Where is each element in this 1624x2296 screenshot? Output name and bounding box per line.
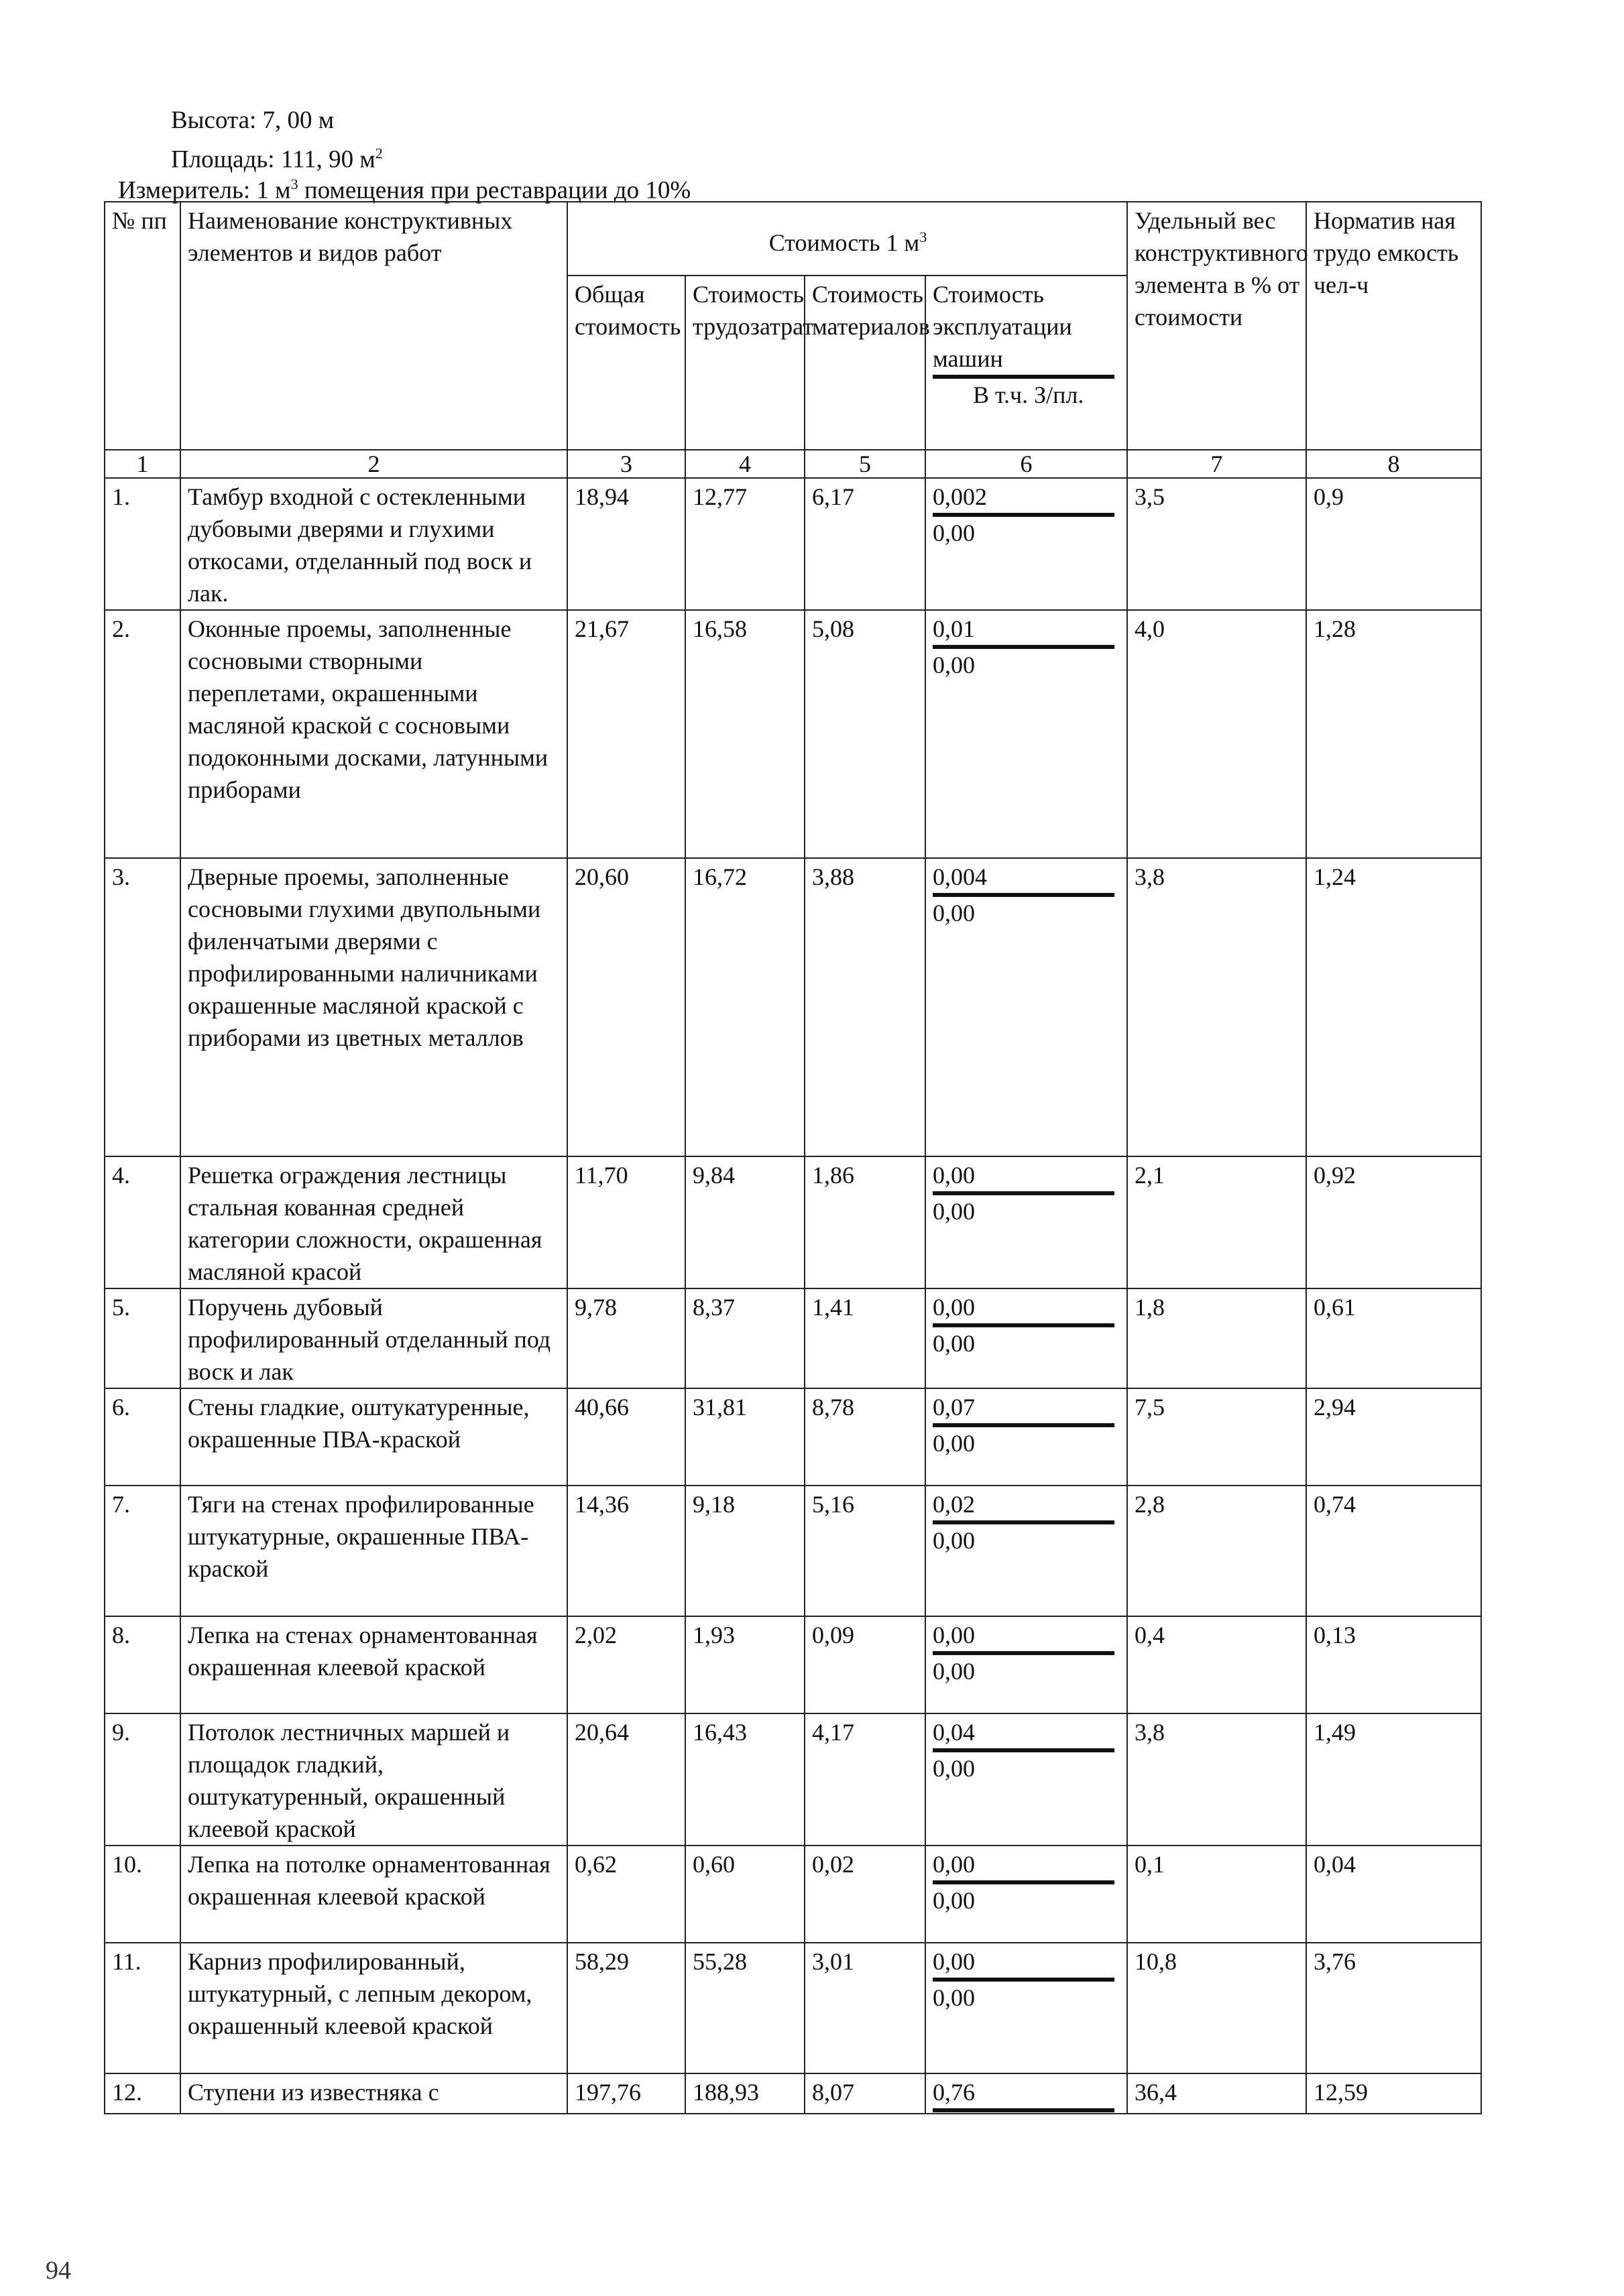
cell-labor: 9,84 xyxy=(685,1156,805,1288)
wage-value: 0,00 xyxy=(933,1527,975,1554)
table-row xyxy=(105,1156,1481,1288)
cell-total: 21,67 xyxy=(567,610,685,858)
col-header-weight: Удельный вес конструктивного элемента в % от стоимости xyxy=(1127,202,1306,450)
machines-value: 0,01 xyxy=(933,613,1114,649)
cell-norm: 0,13 xyxy=(1306,1616,1481,1713)
wage-value: 0,00 xyxy=(933,652,975,678)
machines-value: 0,00 xyxy=(933,1945,1114,1982)
cell-weight: 3,8 xyxy=(1127,858,1306,1156)
meter-text-a: Измеритель: 1 м xyxy=(118,176,291,204)
col-header-name: Наименование конструктивных элементов и видов работ xyxy=(180,202,567,450)
cell-total: 0,62 xyxy=(567,1846,685,1943)
cell-materials: 8,78 xyxy=(805,1388,925,1486)
cell-materials: 3,88 xyxy=(805,858,925,1156)
cell-weight: 36,4 xyxy=(1127,2073,1306,2114)
cell-norm: 1,28 xyxy=(1306,610,1481,858)
cell-weight: 0,4 xyxy=(1127,1616,1306,1713)
cell-weight: 2,1 xyxy=(1127,1156,1306,1288)
cell-materials: 5,08 xyxy=(805,610,925,858)
table-row xyxy=(105,1846,1481,1943)
page-number: 94 xyxy=(46,2256,71,2285)
col-header-total: Общая стоимость xyxy=(567,276,685,450)
cell-norm: 0,74 xyxy=(1306,1486,1481,1616)
cell-labor: 12,77 xyxy=(685,478,805,610)
cell-name: Тяги на стенах профилированные штукатурные, окрашенные ПВА-краской xyxy=(180,1486,567,1616)
cell-no: 11. xyxy=(105,1943,180,2073)
machines-label: Стоимость эксплуатации машин xyxy=(933,278,1114,379)
cost-table xyxy=(104,201,1482,2114)
machines-value: 0,00 xyxy=(933,1159,1114,1195)
cell-no: 6. xyxy=(105,1388,180,1486)
column-number: 1 xyxy=(105,450,180,478)
cell-norm: 0,61 xyxy=(1306,1288,1481,1388)
cell-materials: 8,07 xyxy=(805,2073,925,2114)
height-line: Высота: 7, 00 м xyxy=(171,107,335,134)
table-row xyxy=(105,610,1481,858)
meter-superscript: 3 xyxy=(290,176,298,192)
cell-no: 3. xyxy=(105,858,180,1156)
wage-value: 0,00 xyxy=(933,520,975,546)
column-number-row xyxy=(105,450,1481,478)
cell-no: 12. xyxy=(105,2073,180,2114)
cell-machines xyxy=(925,1713,1127,1846)
cell-machines xyxy=(925,610,1127,858)
wage-value: 0,00 xyxy=(933,1430,975,1457)
cell-machines xyxy=(925,478,1127,610)
cell-machines xyxy=(925,1486,1127,1616)
machines-value: 0,004 xyxy=(933,861,1114,897)
cell-labor: 16,72 xyxy=(685,858,805,1156)
cell-name: Оконные проемы, заполненные сосновыми створными переплетами, окрашенными масляной краской с сосновыми подоконными досками, латунными приборами xyxy=(180,610,567,858)
cell-name: Лепка на потолке орнаментованная окрашенная клеевой краской xyxy=(180,1846,567,1943)
cell-name: Потолок лестничных маршей и площадок гладкий, оштукатуренный, окрашенный клеевой краской xyxy=(180,1713,567,1846)
cell-weight: 4,0 xyxy=(1127,610,1306,858)
cell-machines xyxy=(925,1616,1127,1713)
cell-no: 1. xyxy=(105,478,180,610)
area-text: Площадь: 111, 90 м xyxy=(171,145,375,174)
column-number: 4 xyxy=(685,450,805,478)
cell-name: Карниз профилированный, штукатурный, с лепным декором, окрашенный клеевой краской xyxy=(180,1943,567,2073)
cell-labor: 8,37 xyxy=(685,1288,805,1388)
cell-weight: 3,8 xyxy=(1127,1713,1306,1846)
wage-value: 0,00 xyxy=(933,1755,975,1782)
cell-weight: 7,5 xyxy=(1127,1388,1306,1486)
cell-materials: 6,17 xyxy=(805,478,925,610)
wage-value: 0,00 xyxy=(933,1887,975,1914)
table-body xyxy=(105,478,1481,2114)
wage-value: 0,00 xyxy=(933,1658,975,1685)
cell-labor: 9,18 xyxy=(685,1486,805,1616)
cell-total: 18,94 xyxy=(567,478,685,610)
machines-value: 0,04 xyxy=(933,1716,1114,1752)
cell-name: Решетка ограждения лестницы стальная кованная средней категории сложности, окрашенная масляной красой xyxy=(180,1156,567,1288)
cell-no: 5. xyxy=(105,1288,180,1388)
cell-total: 2,02 xyxy=(567,1616,685,1713)
cell-labor: 188,93 xyxy=(685,2073,805,2114)
cell-norm: 1,49 xyxy=(1306,1713,1481,1846)
col-header-no: № пп xyxy=(105,202,180,450)
col-header-cost-group xyxy=(567,202,1127,276)
machines-sub-label: В т.ч. З/пл. xyxy=(973,381,1084,408)
table-row xyxy=(105,1388,1481,1486)
cell-name: Стены гладкие, оштукатуренные, окрашенные ПВА-краской xyxy=(180,1388,567,1486)
cell-total: 197,76 xyxy=(567,2073,685,2114)
cell-no: 4. xyxy=(105,1156,180,1288)
cell-materials: 4,17 xyxy=(805,1713,925,1846)
machines-value: 0,07 xyxy=(933,1391,1114,1427)
machines-value: 0,00 xyxy=(933,1619,1114,1655)
wage-value: 0,00 xyxy=(933,1984,975,2011)
table-row xyxy=(105,2073,1481,2114)
table-row xyxy=(105,858,1481,1156)
machines-value: 0,00 xyxy=(933,1291,1114,1327)
cell-name: Поручень дубовый профилированный отделанный под воск и лак xyxy=(180,1288,567,1388)
cell-total: 20,64 xyxy=(567,1713,685,1846)
col-header-materials: Стоимость материалов xyxy=(805,276,925,450)
cell-labor: 0,60 xyxy=(685,1846,805,1943)
cell-machines xyxy=(925,1943,1127,2073)
table-row xyxy=(105,1288,1481,1388)
cell-total: 58,29 xyxy=(567,1943,685,2073)
cell-name: Ступени из известняка с xyxy=(180,2073,567,2114)
wage-value: 0,00 xyxy=(933,900,975,926)
table-row xyxy=(105,1943,1481,2073)
column-number: 8 xyxy=(1306,450,1481,478)
cell-total: 40,66 xyxy=(567,1388,685,1486)
machines-value: 0,76 xyxy=(933,2076,1114,2112)
cell-name: Тамбур входной с остекленными дубовыми дверями и глухими откосами, отделанный под воск и лак. xyxy=(180,478,567,610)
cell-total: 9,78 xyxy=(567,1288,685,1388)
cell-labor: 31,81 xyxy=(685,1388,805,1486)
meter-line xyxy=(118,170,691,205)
cell-labor: 16,43 xyxy=(685,1713,805,1846)
cell-materials: 1,41 xyxy=(805,1288,925,1388)
cell-norm: 3,76 xyxy=(1306,1943,1481,2073)
cell-norm: 2,94 xyxy=(1306,1388,1481,1486)
cell-machines xyxy=(925,1288,1127,1388)
cell-total: 14,36 xyxy=(567,1486,685,1616)
cell-no: 7. xyxy=(105,1486,180,1616)
cell-machines xyxy=(925,2073,1127,2114)
cell-machines xyxy=(925,1156,1127,1288)
cell-machines xyxy=(925,1846,1127,1943)
cell-materials: 0,09 xyxy=(805,1616,925,1713)
cell-total: 11,70 xyxy=(567,1156,685,1288)
cell-materials: 3,01 xyxy=(805,1943,925,2073)
table-row xyxy=(105,478,1481,610)
wage-value: 0,00 xyxy=(933,1330,975,1357)
column-number: 5 xyxy=(805,450,925,478)
col-header-machines xyxy=(925,276,1127,450)
cell-labor: 55,28 xyxy=(685,1943,805,2073)
cell-norm: 12,59 xyxy=(1306,2073,1481,2114)
cell-machines xyxy=(925,858,1127,1156)
cell-name: Дверные проемы, заполненные сосновыми глухими двупольными филенчатыми дверями с профилированными наличниками окрашенные масляной краской с приборами из цветных металлов xyxy=(180,858,567,1156)
cell-weight: 10,8 xyxy=(1127,1943,1306,2073)
cell-machines xyxy=(925,1388,1127,1486)
column-number: 2 xyxy=(180,450,567,478)
table-row xyxy=(105,1616,1481,1713)
cell-no: 9. xyxy=(105,1713,180,1846)
cell-weight: 2,8 xyxy=(1127,1486,1306,1616)
cost-group-superscript: 3 xyxy=(919,228,927,245)
area-superscript: 2 xyxy=(375,145,383,162)
cell-materials: 5,16 xyxy=(805,1486,925,1616)
cell-norm: 0,9 xyxy=(1306,478,1481,610)
column-number: 7 xyxy=(1127,450,1306,478)
wage-value: 0,00 xyxy=(933,1198,975,1225)
column-number: 3 xyxy=(567,450,685,478)
cell-labor: 16,58 xyxy=(685,610,805,858)
cell-materials: 0,02 xyxy=(805,1846,925,1943)
cell-weight: 3,5 xyxy=(1127,478,1306,610)
table-row xyxy=(105,1713,1481,1846)
cell-labor: 1,93 xyxy=(685,1616,805,1713)
cell-norm: 0,92 xyxy=(1306,1156,1481,1288)
machines-value: 0,002 xyxy=(933,481,1114,517)
cell-no: 2. xyxy=(105,610,180,858)
cell-name: Лепка на стенах орнаментованная окрашенная клеевой краской xyxy=(180,1616,567,1713)
cell-materials: 1,86 xyxy=(805,1156,925,1288)
machines-value: 0,00 xyxy=(933,1848,1114,1884)
cell-norm: 1,24 xyxy=(1306,858,1481,1156)
cost-group-text: Стоимость 1 м xyxy=(768,229,920,256)
column-number: 6 xyxy=(925,450,1127,478)
cell-no: 8. xyxy=(105,1616,180,1713)
meter-text-b: помещения при реставрации до 10% xyxy=(298,176,691,204)
cell-no: 10. xyxy=(105,1846,180,1943)
machines-value: 0,02 xyxy=(933,1488,1114,1524)
cell-total: 20,60 xyxy=(567,858,685,1156)
col-header-labor: Стоимость трудозатрат xyxy=(685,276,805,450)
cell-weight: 0,1 xyxy=(1127,1846,1306,1943)
table-row xyxy=(105,1486,1481,1616)
cell-weight: 1,8 xyxy=(1127,1288,1306,1388)
col-header-norm: Норматив ная трудо емкость чел-ч xyxy=(1306,202,1481,450)
cell-norm: 0,04 xyxy=(1306,1846,1481,1943)
